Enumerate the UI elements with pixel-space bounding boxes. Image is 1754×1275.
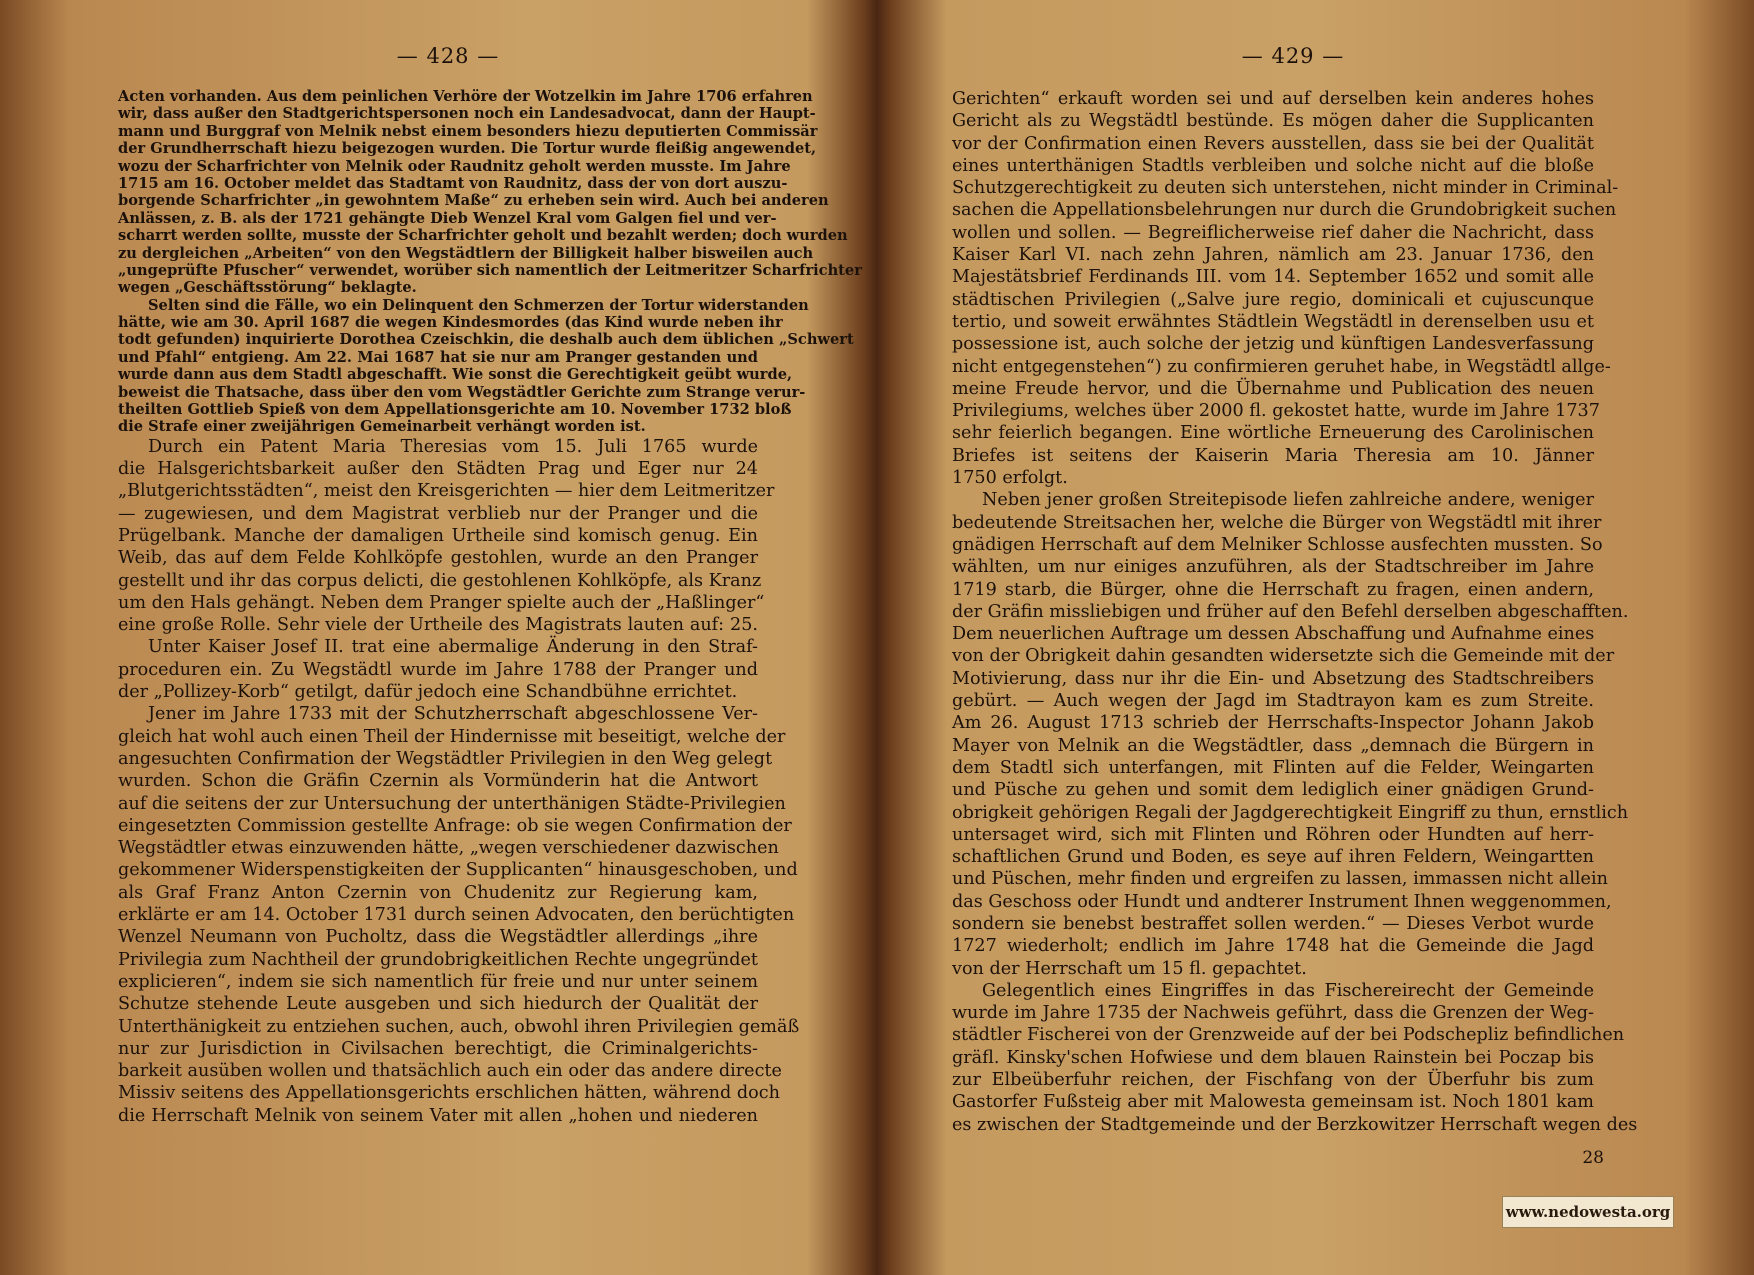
text-line: Majestätsbrief Ferdinands III. vom 14. September 1652 und somit alle bbox=[952, 267, 1594, 288]
text-line: gleich hat wohl auch einen Theil der Hindernisse mit beseitigt, welche der bbox=[118, 726, 786, 747]
text-line: angesuchten Confirmation der Wegstädtler Privilegien in den Weg gelegt bbox=[118, 748, 773, 769]
text-line: schaftlichen Grund und Boden, es seye auf ihren Feldern, Weingartten bbox=[952, 847, 1594, 868]
left-page bbox=[0, 0, 872, 1275]
text-line: Gericht als zu Wegstädtl bestünde. Es mögen daher die Supplicanten bbox=[952, 111, 1594, 132]
text-line: gnädigen Herrschaft auf dem Melniker Schlosse ausfechten mussten. So bbox=[952, 534, 1603, 555]
text-line: gestellt und ihr das corpus delicti, die gestohlenen Kohlköpfe, als Kranz bbox=[118, 570, 762, 591]
text-line: von der Obrigkeit dahin gesandten widersetzte sich die Gemeinde mit der bbox=[952, 646, 1615, 667]
text-line: Selten sind die Fälle, wo ein Delinquent den Schmerzen der Tortur widerstanden bbox=[148, 296, 809, 314]
text-line: wollen und sollen. — Begreiflicherweise rief daher die Nachricht, dass bbox=[952, 222, 1594, 243]
text-line: meine Freude hervor, und die Übernahme und Publication des neuen bbox=[952, 378, 1594, 399]
text-line: borgende Scharfrichter „in gewohntem Maße“ zu erheben sein wird. Auch bei anderen bbox=[118, 192, 829, 210]
text-line: wählten, um nur einiges anzuführen, als der Stadtschreiber im Jahre bbox=[952, 557, 1594, 578]
footnote-block bbox=[118, 88, 862, 436]
text-line: die Herrschaft Melnik von seinem Vater mit allen „hohen und niederen bbox=[118, 1105, 758, 1126]
text-line: theilten Gottlieb Spieß von dem Appellationsgerichte am 10. November 1732 bloß bbox=[118, 401, 792, 419]
text-line: städtischen Privilegien („Salve jure regio, dominicali et cujuscunque bbox=[952, 289, 1594, 310]
text-line: dem Stadtl sich unterfangen, mit Flinten auf die Felder, Weingarten bbox=[952, 757, 1594, 778]
text-line: barkeit ausüben wollen und thatsächlich auch ein oder das andere directe bbox=[118, 1061, 782, 1082]
text-line: Dem neuerlichen Auftrage um dessen Abschaffung und Aufnahme eines bbox=[952, 624, 1595, 645]
text-line: vor der Confirmation einen Revers ausstellen, dass sie bei der Qualität bbox=[952, 133, 1594, 154]
text-line: eines unterthänigen Stadtls verbleiben und solche nicht auf die bloße bbox=[952, 155, 1594, 176]
body-text bbox=[118, 436, 800, 1127]
text-line: Schutzgerechtigkeit zu deuten sich unterstehen, nicht minder in Criminal- bbox=[952, 178, 1619, 199]
text-line: die Strafe einer zweijährigen Gemeinarbeit verhängt worden ist. bbox=[118, 418, 646, 436]
text-line: gräfl. Kinsky'schen Hofwiese und dem blauen Rainstein bei Poczap bis bbox=[952, 1047, 1594, 1068]
page-number: — 428 — bbox=[396, 44, 500, 68]
text-line: von der Herrschaft um 15 fl. gepachtet. bbox=[952, 958, 1307, 979]
left-page-text bbox=[118, 88, 862, 1127]
text-line: Wenzel Neumann von Pucholtz, dass die Wegstädtler allerdings „ihre bbox=[118, 927, 758, 948]
text-line: Unterthänigkeit zu entziehen suchen, auch, obwohl ihren Privilegien gemäß bbox=[118, 1016, 800, 1037]
text-line: um den Hals gehängt. Neben dem Pranger spielte auch der „Haßlinger“ bbox=[118, 592, 765, 613]
text-line: Privilegia zum Nachtheil der grundobrigkeitlichen Rechte ungegründet bbox=[118, 949, 758, 970]
text-line: Briefes ist seitens der Kaiserin Maria Theresia am 10. Jänner bbox=[952, 445, 1594, 466]
text-line: gekommener Widerspenstigkeiten der Supplicanten“ hinausgeschoben, und bbox=[118, 860, 798, 881]
text-line: Anlässen, z. B. als der 1721 gehängte Dieb Wenzel Kral vom Galgen fiel und ver- bbox=[118, 209, 777, 227]
text-line: gebürt. — Auch wegen der Jagd im Stadtrayon kam es zum Streite. bbox=[952, 691, 1594, 712]
text-line: Schutze stehende Leute ausgeben und sich hiedurch der Qualität der bbox=[118, 994, 758, 1015]
text-line: todt gefunden) inquirierte Dorothea Czeischkin, die deshalb auch dem üblichen „Schwert bbox=[118, 331, 854, 349]
text-line: Motivierung, dass nur ihr die Ein- und Absetzung des Stadtschreibers bbox=[952, 668, 1594, 689]
text-line: Gelegentlich eines Eingriffes in das Fischereirecht der Gemeinde bbox=[982, 980, 1594, 1001]
text-line: wurde dann aus dem Stadtl abgeschafft. Wie sonst die Gerechtigkeit geübt wurde, bbox=[118, 366, 793, 384]
text-line: wurde im Jahre 1735 der Nachweis geführt, dass die Grenzen der Weg- bbox=[952, 1003, 1594, 1024]
text-line: explicieren“, indem sie sich namentlich für freie und nur unter seinem bbox=[118, 971, 758, 992]
text-line: hätte, wie am 30. April 1687 die wegen Kindesmordes (das Kind wurde neben ihr bbox=[118, 314, 783, 332]
text-line: und Pfahl“ entgieng. Am 22. Mai 1687 hat sie nur am Pranger gestanden und bbox=[118, 348, 758, 366]
text-line: 1715 am 16. October meldet das Stadtamt von Raudnitz, dass der von dort auszu- bbox=[118, 174, 788, 192]
text-line: der „Pollizey-Korb“ getilgt, dafür jedoch eine Schandbühne errichtet. bbox=[118, 682, 738, 703]
text-line: eingesetzten Commission gestellte Anfrage: ob sie wegen Confirmation der bbox=[118, 815, 792, 836]
text-line: der Gräfin missliebigen und früher auf den Befehl derselben abgeschafften. bbox=[952, 601, 1629, 622]
right-page bbox=[872, 0, 1754, 1275]
text-line: wurden. Schon die Gräfin Czernin als Vormünderin hat die Antwort bbox=[118, 771, 758, 792]
text-line: auf die seitens der zur Untersuchung der unterthänigen Städte-Privilegien bbox=[118, 793, 786, 814]
text-line: 1750 erfolgt. bbox=[952, 468, 1068, 489]
text-line: Mayer von Melnik an die Wegstädtler, dass „demnach die Bürgern in bbox=[952, 735, 1594, 756]
text-line: scharrt werden sollte, musste der Scharfrichter geholt und bezahlt werden; doch wurden bbox=[118, 227, 848, 245]
text-line: Wegstädtler etwas einzuwenden hätte, „wegen verschiedener dazwischen bbox=[118, 838, 779, 859]
text-line: obrigkeit gehörigen Regali der Jagdgerechtigkeit Eingriff zu thun, ernstlich bbox=[952, 802, 1629, 823]
text-line: eine große Rolle. Sehr viele der Urtheile des Magistrats lauten auf: 25. bbox=[118, 615, 758, 636]
signature-mark: 28 bbox=[1582, 1148, 1604, 1168]
watermark-label: www.nedowesta.org bbox=[1502, 1196, 1674, 1228]
text-line: Kaiser Karl VI. nach zehn Jahren, nämlich am 23. Januar 1736, den bbox=[952, 245, 1594, 266]
text-line: das Geschoss oder Hundt und andterer Instrument Ihnen weggenommen, bbox=[952, 891, 1612, 912]
text-line: — zugewiesen, und dem Magistrat verblieb nur der Pranger und die bbox=[118, 503, 758, 524]
text-line: possessione ist, auch solche der jetzig und künftigen Landesverfassung bbox=[952, 334, 1594, 355]
text-line: wir, dass außer den Stadtgerichtspersonen noch ein Landesadvocat, dann der Haupt- bbox=[118, 105, 816, 123]
text-line: Missiv seitens des Appellationsgerichts erschlichen hätten, während doch bbox=[118, 1083, 780, 1104]
text-line: Prügelbank. Manche der damaligen Urtheile sind komisch genug. Ein bbox=[118, 526, 758, 546]
text-line: Am 26. August 1713 schrieb der Herrschafts-Inspector Johann Jakob bbox=[952, 713, 1594, 734]
text-line: wozu der Scharfrichter von Melnik oder Raudnitz geholt werden musste. Im Jahre bbox=[118, 157, 791, 175]
text-line: Gastorfer Fußsteig aber mit Malowesta gemeinsam ist. Noch 1801 kam bbox=[952, 1092, 1594, 1113]
text-line: zu dergleichen „Arbeiten“ von den Wegstädtlern der Billigkeit halber bisweilen auch bbox=[118, 244, 814, 262]
text-line: „ungeprüfte Pfuscher“ verwendet, worüber sich namentlich der Leitmeritzer Scharfrichter bbox=[118, 261, 862, 279]
text-line: tertio, und soweit erwähntes Städtlein Wegstädtl in derenselben usu et bbox=[952, 311, 1594, 332]
text-line: Neben jener großen Streitepisode liefen zahlreiche andere, weniger bbox=[982, 490, 1594, 511]
text-line: sehr feierlich begangen. Eine wörtliche Erneuerung des Carolinischen bbox=[952, 423, 1594, 444]
text-line: „Blutgerichtsstädten“, meist den Kreisgerichten — hier dem Leitmeritzer bbox=[118, 481, 775, 502]
text-line: nur zur Jurisdiction in Civilsachen berechtigt, die Criminalgerichts- bbox=[118, 1038, 758, 1059]
text-line: sachen die Appellationsbelehrungen nur durch die Grundobrigkeit suchen bbox=[952, 200, 1617, 221]
text-line: Durch ein Patent Maria Theresias vom 15. Juli 1765 wurde bbox=[148, 436, 758, 457]
text-line: Weib, das auf dem Felde Kohlköpfe gestohlen, wurde an den Pranger bbox=[118, 548, 758, 569]
text-line: städtler Fischerei von der Grenzweide auf der bei Podschepliz befindlichen bbox=[952, 1025, 1625, 1046]
text-line: Jener im Jahre 1733 mit der Schutzherrschaft abgeschlossene Ver- bbox=[148, 704, 758, 725]
text-line: sondern sie benebst bestraffet sollen werden.“ — Dieses Verbot wurde bbox=[952, 913, 1594, 934]
body-text bbox=[952, 88, 1638, 1136]
text-line: untersaget wird, sich mit Flinten und Röhren oder Hundten auf herr- bbox=[952, 824, 1594, 845]
text-line: beweist die Thatsache, dass über den vom Wegstädtler Gerichte zum Strange verur- bbox=[118, 383, 806, 401]
text-line: die Halsgerichtsbarkeit außer den Städten Prag und Eger nur 24 bbox=[118, 459, 758, 480]
text-line: wegen „Geschäftsstörung“ beklagte. bbox=[118, 279, 417, 297]
text-line: nicht entgegenstehen“) zu confirmieren geruhet habe, in Wegstädtl allge- bbox=[952, 356, 1611, 377]
text-line: als Graf Franz Anton Czernin von Chudenitz zur Regierung kam, bbox=[118, 882, 758, 903]
text-line: Unter Kaiser Josef II. trat eine abermalige Änderung in den Straf- bbox=[148, 637, 758, 658]
text-line: 1727 wiederholt; endlich im Jahre 1748 hat die Gemeinde die Jagd bbox=[952, 936, 1594, 957]
text-line: Privilegiums, welches über 2000 fl. gekostet hatte, wurde im Jahre 1737 bbox=[952, 401, 1600, 422]
text-line: der Grundherrschaft hiezu beigezogen wurden. Die Tortur wurde fleißig angewendet, bbox=[118, 140, 817, 158]
text-line: mann und Burggraf von Melnik nebst einem besonders hiezu deputierten Commissär bbox=[118, 122, 818, 140]
text-line: und Püschen, mehr finden und ergreifen zu lassen, immassen nicht allein bbox=[952, 869, 1608, 890]
text-line: und Püsche zu gehen und somit dem lediglich einer gnädigen Grund- bbox=[952, 780, 1594, 801]
text-line: bedeutende Streitsachen her, welche die Bürger von Wegstädtl mit ihrer bbox=[952, 512, 1602, 533]
page-number: — 429 — bbox=[1241, 44, 1345, 68]
text-line: 1719 starb, die Bürger, ohne die Herrschaft zu fragen, einen andern, bbox=[952, 579, 1594, 600]
text-line: es zwischen der Stadtgemeinde und der Berzkowitzer Herrschaft wegen des bbox=[952, 1114, 1638, 1135]
text-line: Gerichten“ erkauft worden sei und auf derselben kein anderes hohes bbox=[952, 89, 1594, 109]
text-line: erklärte er am 14. October 1731 durch seinen Advocaten, den berüchtigten bbox=[118, 905, 795, 926]
text-line: proceduren ein. Zu Wegstädtl wurde im Jahre 1788 der Pranger und bbox=[118, 659, 758, 680]
text-line: Acten vorhanden. Aus dem peinlichen Verhöre der Wotzelkin im Jahre 1706 erfahren bbox=[118, 88, 813, 105]
text-line: zur Elbeüberfuhr reichen, der Fischfang von der Überfuhr bis zum bbox=[952, 1070, 1594, 1091]
